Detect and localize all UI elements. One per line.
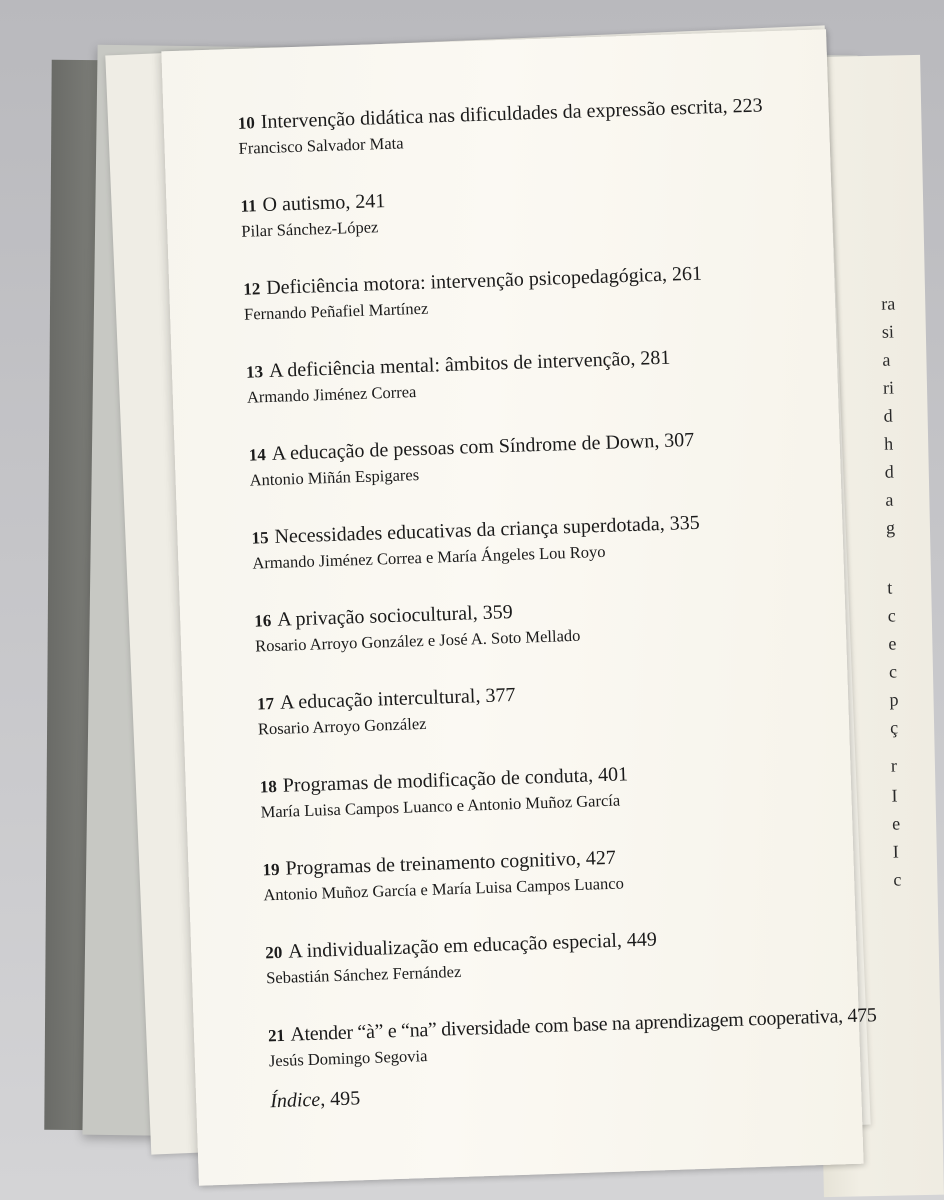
chapter-author: Francisco Salvador Mata [238,133,404,158]
toc-entry [259,756,820,824]
chapter-author: María Luisa Campos Luanco e Antonio Muñoz García [260,790,621,822]
chapter-number: 20 [265,942,283,963]
chapter-title: Necessidades educativas da criança superdotada, 335 [274,511,701,548]
toc-entry [237,92,798,160]
chapter-author: Armando Jiménez Correa e María Ángeles Lou Royo [252,541,606,573]
chapter-number: 17 [256,693,275,714]
index-label: Índice [269,1088,321,1113]
chapter-title: A individualização em educação especial, 449 [287,928,658,963]
facing-page-text: p [889,689,899,710]
chapter-title: A educação de pessoas com Síndrome de Down, 307 [271,428,695,465]
chapter-number: 12 [242,279,261,299]
toc-entry [262,839,823,907]
chapter-number: 18 [259,776,278,797]
chapter-author: Antonio Miñán Espigares [249,465,420,490]
chapter-author: Pilar Sánchez-López [241,217,379,241]
table-of-contents-page [161,29,877,1185]
toc-entry [243,258,804,326]
facing-page-text: d [883,405,893,426]
facing-page-text: h [883,433,894,454]
toc-entry [265,922,826,990]
chapter-number: 13 [245,362,264,382]
chapter-author: Sebastián Sánchez Fernández [265,961,462,988]
chapter-number: 19 [262,859,280,880]
chapter-title: Intervenção didática nas dificuldades da expressão escrita, 223 [260,94,763,134]
chapter-author: Rosario Arroyo González e José A. Soto Mellado [254,625,581,656]
facing-page-text: si [881,321,895,342]
facing-page-text: c [887,605,896,626]
facing-page-text: a [885,489,894,510]
chapter-number: 15 [251,528,269,548]
facing-page-text: r [890,755,898,776]
chapter-number: 11 [240,196,257,216]
toc-entry [240,175,801,243]
toc-entry [257,673,818,741]
chapter-number: 16 [253,611,272,631]
chapter-title: Programas de treinamento cognitivo, 427 [285,846,617,880]
chapter-number: 10 [237,113,256,133]
toc-entry [254,590,815,658]
facing-page-text: d [884,461,894,482]
index-entry [270,1072,830,1114]
chapter-title: A educação intercultural, 377 [279,683,516,714]
chapter-author: Rosario Arroyo González [257,713,427,739]
toc-entry [248,424,809,492]
chapter-title: Atender “à” e “na” diversidade com base na aprendizagem cooperativa, 475 [290,1004,877,1046]
toc-entry [267,1004,877,1073]
index-page-number: , 495 [319,1087,361,1111]
facing-page-text: a [882,349,891,370]
facing-page-text: I [891,785,898,806]
facing-page-text: e [891,813,901,834]
toc-entry [246,341,807,409]
chapter-number: 21 [267,1025,285,1046]
chapter-author: Fernando Peñafiel Martínez [243,298,429,324]
chapter-author: Antonio Muñoz García e María Luisa Campos Luanco [263,873,625,905]
facing-page-text: g [885,517,896,538]
toc-entry [251,507,812,575]
table-of-contents [237,92,877,1113]
chapter-title: A privação sociocultural, 359 [276,601,514,631]
facing-page-text: ri [882,377,895,398]
chapter-author: Jesús Domingo Segovia [268,1046,428,1071]
chapter-title: O autismo, 241 [262,190,386,217]
facing-page-text: c [893,869,902,890]
facing-page-text: I [892,841,899,862]
facing-page-text: ra [881,293,896,314]
facing-page-text: ç [889,717,899,738]
facing-page-text: e [888,633,897,654]
chapter-number: 14 [248,445,267,465]
facing-page-text: c [888,661,898,682]
facing-page-text: t [886,577,893,598]
chapter-title: Deficiência motora: intervenção psicopedagógica, 261 [265,262,703,299]
chapter-author: Armando Jiménez Correa [246,382,417,407]
chapter-title: Programas de modificação de conduta, 401 [282,763,629,797]
chapter-title: A deficiência mental: âmbitos de intervenção, 281 [268,346,671,382]
